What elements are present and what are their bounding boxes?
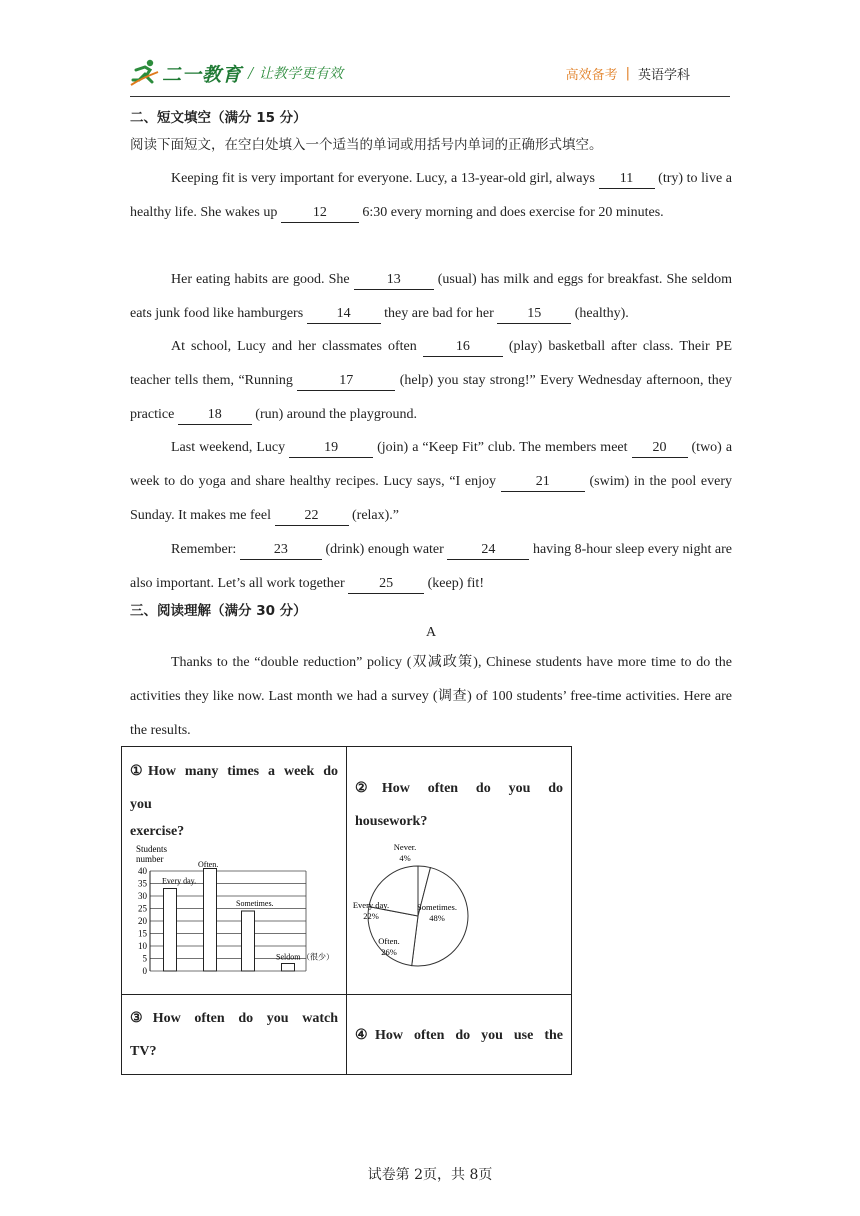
intro-text-b: ), Chinese students have more time to do the activities they like now. Last month we had a survey ( — [130, 655, 732, 704]
passage-label: A — [425, 625, 437, 640]
blank-12[interactable]: 12 — [281, 204, 359, 223]
y-tick-label: 40 — [138, 866, 147, 876]
bar — [242, 911, 255, 971]
pie-slice-label: Every day. — [352, 900, 390, 910]
housework-pie-chart — [347, 838, 567, 972]
y-tick-label: 5 — [142, 953, 147, 964]
y-tick-label: 20 — [138, 916, 147, 926]
paragraph-5 — [130, 533, 732, 601]
bar — [282, 964, 295, 972]
pie-slice-value: 22% — [363, 911, 379, 921]
survey-cell-3 — [122, 995, 347, 1075]
blank-25[interactable]: 25 — [348, 575, 424, 594]
p4-text-b: (join) a “Keep Fit” club. The members meet — [377, 440, 628, 455]
logo-divider: / — [248, 62, 254, 83]
running-man-icon — [130, 58, 160, 88]
y-tick-label: 35 — [138, 878, 147, 889]
exercise-bar-chart — [122, 843, 342, 983]
blank-15[interactable]: 15 — [497, 305, 571, 324]
question-2-line-1: ②How often do you do — [355, 781, 563, 796]
blank-17[interactable]: 17 — [297, 372, 395, 391]
question-4-line-1: ④How often do you use the — [355, 1028, 563, 1043]
blank-23[interactable]: 23 — [240, 541, 322, 560]
header-divider — [130, 96, 730, 97]
survey-cell-2 — [347, 747, 572, 995]
p5-text-c: having 8-hour sleep every night are also important. Let’s all work together — [130, 542, 733, 591]
p3-text-b: (play) basketball after class. Their PE teacher tells them, “Running — [130, 339, 733, 388]
blank-16[interactable]: 16 — [423, 338, 503, 357]
p2-text-a: Her eating habits are good. She — [171, 272, 350, 287]
p2-text-d: (healthy). — [574, 306, 629, 321]
y-tick-label: 10 — [138, 941, 147, 951]
question-3-line-2: TV? — [130, 1044, 157, 1059]
paragraph-4 — [130, 431, 732, 533]
p5-text-b: (drink) enough water — [325, 542, 444, 557]
question-3-line-1: ③How often do you watch — [130, 1011, 338, 1026]
bar-label: Sometimes. — [236, 899, 274, 908]
question-1-line-2: you — [130, 797, 152, 812]
p3-text-a: At school, Lucy and her classmates often — [171, 339, 417, 354]
blank-13[interactable]: 13 — [354, 271, 434, 290]
p1-text-b: (try) to live a healthy life. She wakes up — [130, 171, 732, 220]
bar — [164, 889, 177, 972]
bar — [204, 869, 217, 972]
header-separator: | — [625, 66, 630, 81]
y-tick-label: 30 — [138, 891, 147, 901]
pie-slice-value: 26% — [381, 947, 397, 957]
intro-text-a: Thanks to the “double reduction” policy ( — [171, 655, 412, 670]
pie-slice-label: Sometimes. — [417, 902, 457, 912]
bar-label: Seldom — [276, 952, 301, 962]
y-axis-label: Students — [136, 844, 168, 854]
header-subject-name: 英语学科 — [637, 68, 690, 83]
blank-19[interactable]: 19 — [289, 439, 373, 458]
bar-label: Every day. — [162, 876, 197, 886]
p4-text-c: (two) a week to do yoga and share healthy recipes. Lucy says, “I enjoy — [130, 440, 733, 489]
intro-cn-2: 调查 — [437, 689, 468, 704]
pie-slice-value: 4% — [399, 853, 411, 863]
blank-20[interactable]: 20 — [632, 439, 688, 458]
p2-text-b: (usual) has milk and eggs for breakfast. She seldom eats junk food like hamburgers — [130, 272, 733, 321]
blank-14[interactable]: 14 — [307, 305, 381, 324]
pie-slice-label: Often. — [378, 936, 400, 946]
y-tick-label: 0 — [142, 966, 147, 976]
paragraph-3 — [130, 330, 732, 432]
p5-text-d: (keep) fit! — [427, 576, 484, 591]
blank-22[interactable]: 22 — [275, 507, 349, 526]
p4-text-a: Last weekend, Lucy — [171, 440, 286, 455]
passage-a-intro — [130, 646, 732, 748]
intro-text-c: ) of 100 students’ free-time activities. Here are the results. — [130, 689, 733, 738]
survey-cell-4 — [347, 995, 572, 1075]
logo-name: 二一教育 — [162, 63, 243, 86]
section-2-title: 二、短文填空（满分 15 分） — [130, 110, 307, 126]
section-3-title: 三、阅读理解（满分 30 分） — [130, 603, 307, 619]
survey-table — [121, 746, 572, 1075]
blank-21[interactable]: 21 — [501, 473, 585, 492]
pie-slice-value: 48% — [429, 913, 445, 923]
pie-slice-label: Never. — [393, 842, 417, 852]
y-axis-label-2: number — [136, 854, 164, 864]
p2-text-c: they are bad for her — [384, 306, 494, 321]
logo — [130, 58, 343, 88]
question-2-line-2: housework? — [355, 814, 428, 829]
p4-text-d: (swim) in the pool every Sunday. It makes me feel — [130, 474, 733, 523]
header-tag: 高效备考 — [565, 68, 618, 83]
logo-slogan: 让教学更有效 — [259, 66, 344, 82]
paragraph-1 — [130, 162, 732, 230]
blank-18[interactable]: 18 — [178, 406, 252, 425]
blank-11[interactable]: 11 — [599, 170, 655, 189]
intro-cn-1: 双减政策 — [411, 655, 474, 670]
bar-label: Often. — [198, 860, 219, 869]
bar-label-note: （很少） — [302, 952, 334, 962]
y-tick-label: 25 — [138, 903, 147, 914]
paragraph-2 — [130, 263, 732, 331]
question-1-line-1: ①How many times a week do — [130, 764, 338, 779]
blank-24[interactable]: 24 — [447, 541, 529, 560]
question-1-line-3: exercise? — [130, 824, 185, 839]
header-subject — [566, 64, 690, 83]
survey-cell-1 — [122, 747, 347, 995]
p5-text-a: Remember: — [171, 542, 237, 557]
p4-text-e: (relax).” — [352, 508, 400, 523]
p3-text-c: (help) you stay strong!” Every Wednesday afternoon, they practice — [130, 373, 732, 422]
p1-text-a: Keeping fit is very important for everyone. Lucy, a 13-year-old girl, always — [171, 171, 595, 186]
p3-text-d: (run) around the playground. — [255, 407, 418, 422]
p1-text-c: 6:30 every morning and does exercise for 20 minutes. — [362, 205, 664, 220]
page-header — [130, 58, 730, 98]
section-2-instruction: 阅读下面短文，在空白处填入一个适当的单词或用括号内单词的正确形式填空。 — [130, 137, 603, 153]
page-footer: 试卷第 2页，共 8页 — [367, 1167, 493, 1183]
y-tick-label: 15 — [138, 928, 147, 939]
